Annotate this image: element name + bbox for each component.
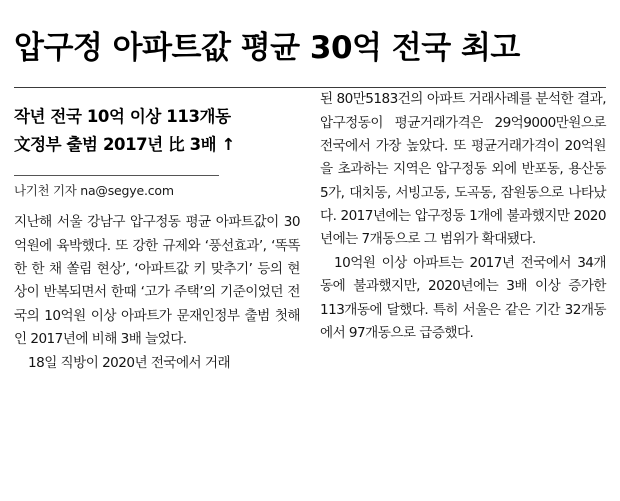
paragraph: 된 80만5183건의 아파트 거래사례를 분석한 결과, 압구정동이 평균거래가격은 29억9000만원으로 전국에서 가장 높았다. 또 평균거래가격이 20억원을 초과하는 지역은 압구정동 외에 반포동, 용산동5가, 대치동, 서빙고동, 도곡동, 잠원동으로 나타났다. 2017년에는 압구정동 1개에 불과했지만 2020년에는 7개동으로 그 범위가 확대됐다.: [320, 91, 606, 248]
byline-email[interactable]: na@segye.com: [80, 183, 174, 199]
article-columns: [0, 88, 620, 488]
subheadline-line-1: 작년 전국 10억 이상 113개동: [14, 107, 231, 127]
left-column: [14, 88, 314, 488]
left-column-body: [14, 211, 300, 375]
paragraph: 18일 직방이 2020년 전국에서 거래: [28, 354, 231, 371]
right-column: [314, 88, 606, 488]
paragraph: 지난해 서울 강남구 압구정동 평균 아파트값이 30억원에 육박했다. 또 강한 규제와 ‘풍선효과’, ‘똑똑한 한 채 쏠림 현상’, ‘아파트값 키 맞추기’ 등의 현상이 반복되면서 한때 ‘고가 주택’의 기준이었던 전국의 10억원 이상 아파트가 문재인정부 출범 첫해인 2017년에 비해 3배 늘었다.: [14, 214, 300, 348]
right-column-body: [320, 88, 606, 345]
newspaper-article-page: [0, 21, 620, 501]
paragraph: 10억원 이상 아파트는 2017년 전국에서 34개동에 불과했지만, 2020년에는 3배 이상 증가한 113개동에 달했다. 특히 서울은 같은 기간 32개동에서 97개동으로 급증했다.: [320, 254, 606, 341]
byline-divider: [14, 175, 219, 176]
byline: [14, 181, 300, 199]
byline-author: 나기천 기자: [14, 183, 77, 199]
subheadline-line-2: 文정부 출범 2017년 比 3배 ↑: [14, 134, 235, 154]
page-title: 압구정 아파트값 평균 30억 전국 최고: [14, 29, 520, 66]
